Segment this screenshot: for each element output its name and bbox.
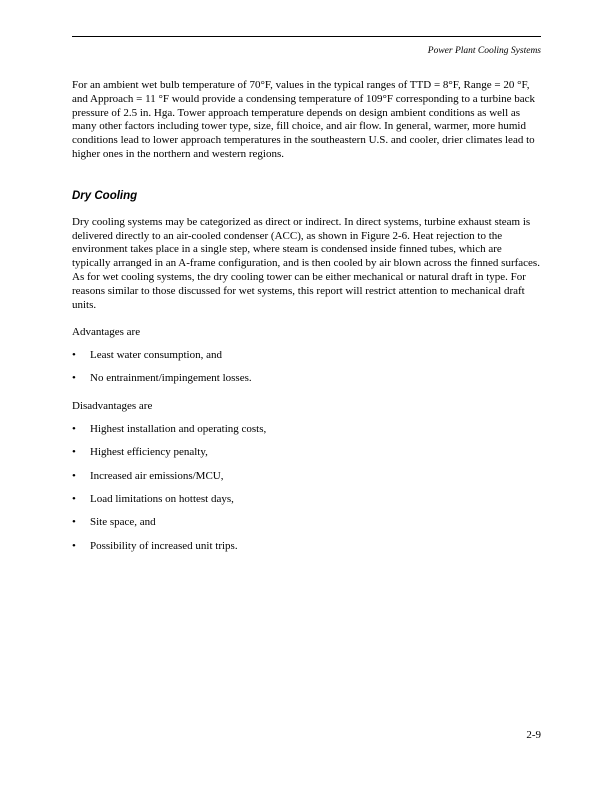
list-item-text: Load limitations on hottest days, bbox=[90, 492, 234, 505]
bullet-icon: • bbox=[72, 469, 76, 482]
intro-paragraph: For an ambient wet bulb temperature of 70°F, values in the typical ranges of TTD = 8°F, Range = 20 °F, and Approach = 11 °F would provide a condensing temperature of 109°F corresponding to a turbine back pressure of 2.5 in. Hga. Tower approach temperature depends on design ambient conditions as well as many other factors including tower type, size, fill choice, and air flow. In general, warmer, more humid conditions lead to lower approach temperatures in the southeastern U.S. and cooler, drier climates lead to higher ones in the northern and western regions. bbox=[72, 79, 536, 160]
list-item-text: No entrainment/impingement losses. bbox=[90, 372, 252, 385]
page-number: 2-9 bbox=[526, 729, 541, 741]
bullet-icon: • bbox=[72, 516, 76, 529]
list-item bbox=[72, 470, 541, 484]
advantages-list bbox=[72, 349, 541, 386]
list-item bbox=[72, 540, 541, 554]
list-item-text: Highest installation and operating costs, bbox=[90, 423, 267, 436]
list-item bbox=[72, 372, 541, 386]
list-item-text: Least water consumption, and bbox=[90, 349, 222, 362]
running-header: Power Plant Cooling Systems bbox=[427, 46, 541, 56]
header-rule bbox=[72, 36, 541, 37]
list-item-text: Highest efficiency penalty, bbox=[90, 446, 208, 459]
bullet-icon: • bbox=[72, 446, 76, 459]
list-item bbox=[72, 446, 541, 460]
list-item-text: Site space, and bbox=[90, 516, 156, 529]
list-item bbox=[72, 516, 541, 530]
page-content bbox=[72, 0, 541, 563]
list-item bbox=[72, 423, 541, 437]
list-item bbox=[72, 349, 541, 363]
list-item-text: Possibility of increased unit trips. bbox=[90, 539, 238, 552]
bullet-icon: • bbox=[72, 372, 76, 385]
list-item bbox=[72, 493, 541, 507]
section-heading-dry-cooling: Dry Cooling bbox=[72, 189, 138, 202]
bullet-icon: • bbox=[72, 423, 76, 436]
disadvantages-label: Disadvantages are bbox=[72, 400, 153, 413]
disadvantages-list bbox=[72, 423, 541, 553]
list-item-text: Increased air emissions/MCU, bbox=[90, 469, 224, 482]
section-paragraph: Dry cooling systems may be categorized as direct or indirect. In direct systems, turbine exhaust steam is delivered directly to an air-cooled condenser (ACC), as shown in Figure 2-6. Heat rejection to the environment takes place in a single step, where steam is condensed inside finned tubes, which are typically arranged in an A-frame configuration, and is then cooled by air blown across the finned surfaces. As for wet cooling systems, the dry cooling tower can be either mechanical or natural draft in type. For reasons similar to those discussed for wet systems, this report will restrict attention to mechanical draft units. bbox=[72, 215, 540, 311]
bullet-icon: • bbox=[72, 492, 76, 505]
bullet-icon: • bbox=[72, 349, 76, 362]
advantages-label: Advantages are bbox=[72, 326, 141, 339]
bullet-icon: • bbox=[72, 539, 76, 552]
